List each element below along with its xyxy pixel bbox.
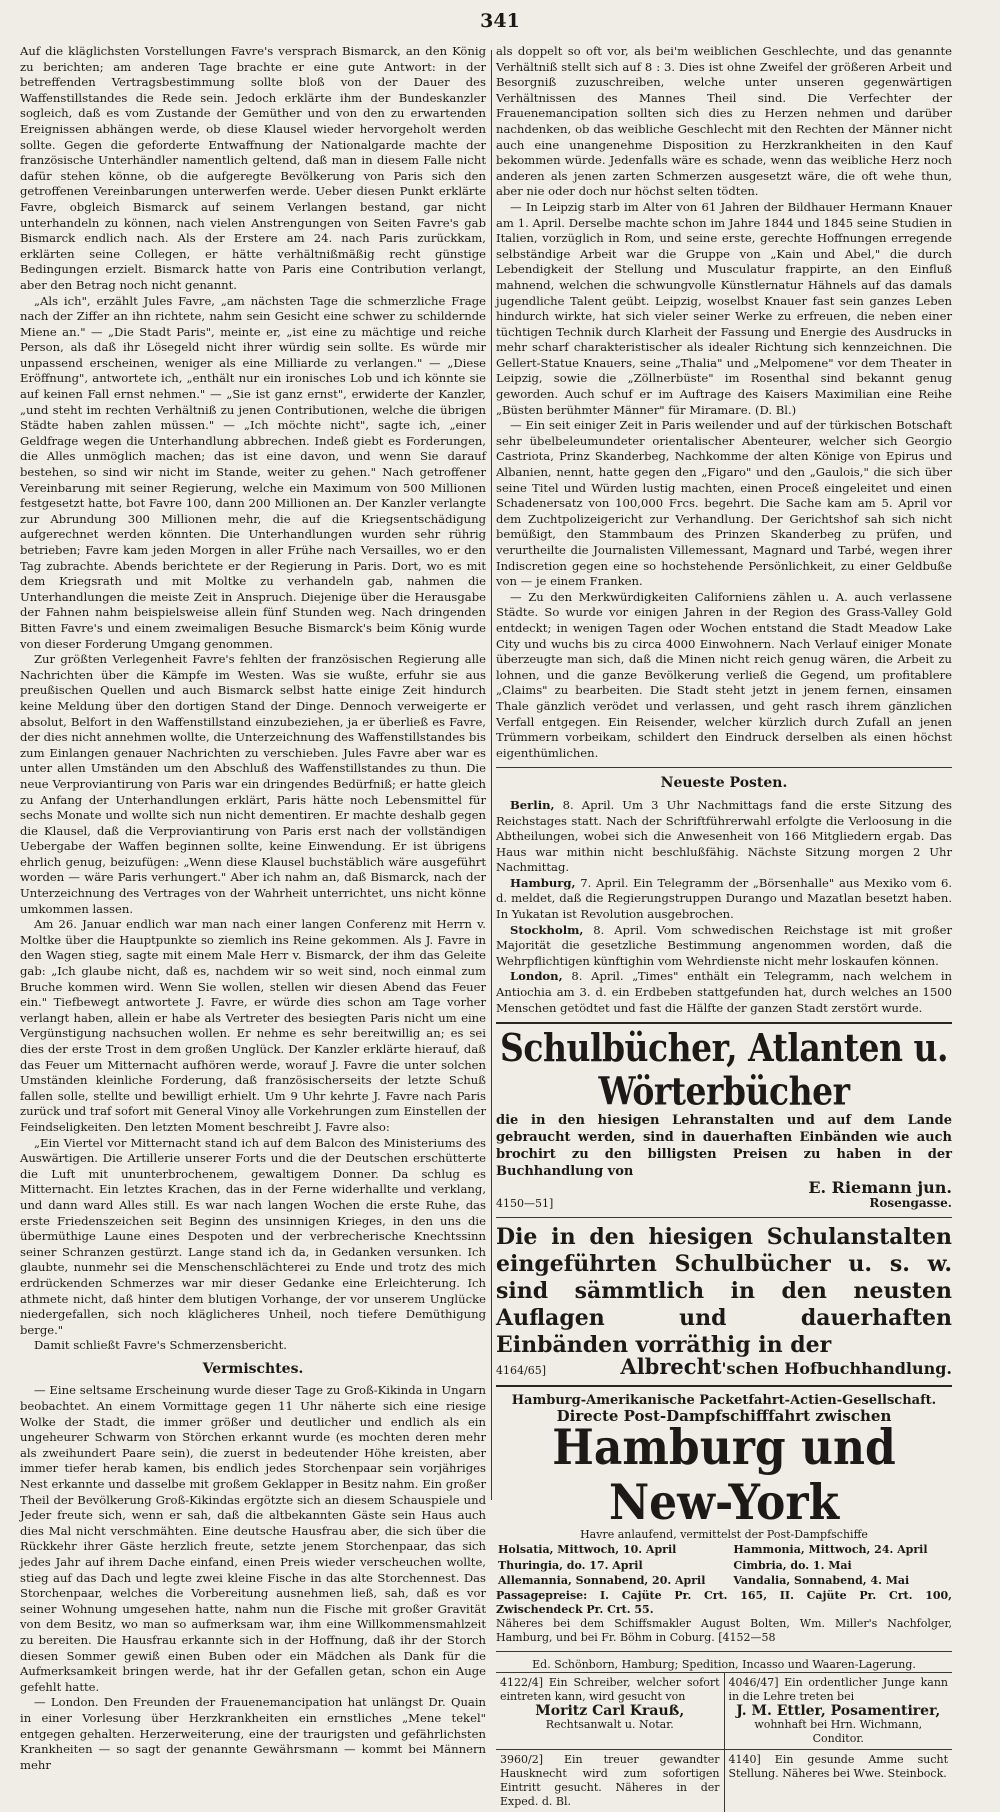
article-paragraph: — Ein seit einiger Zeit in Paris weilender und auf der türkischen Botschaft sehr übelbeleumundeter orientalischer Abenteurer, welcher sich Georgio Castriota, Prinz Skanderbeg, Nachkomme der alten Könige von Epirus und Albanien, nennt, hatte gegen den „Figaro" und den „Gaulois," die sich über seine Titel und Würden lustig machten, einen Proceß eingeleitet und einen Schadenersatz von 100,000 Frcs. begehrt. Die Sache kam am 5. April vor dem Zuchtpolizeigericht zur Verhandlung. Der Gerichtshof sah sich nicht bemüßigt, den Stammbaum des Prinzen Skanderbeg zu prüfen, und verurtheilte die Journalisten Villemessant, Magnard und Tarbé, wegen ihrer Indiscretion gegen eine so hochstehende Persönlichkeit, zu einer Geldbuße von — je einem Franken.	[496, 418, 952, 589]
misc-paragraph: — Eine seltsame Erscheinung wurde dieser Tage zu Groß-Kikinda in Ungarn beobachtet. An einem Vormittage gegen 11 Uhr näherte sich eine riesige Wolke der Stadt, die immer größer und deutlicher und endlich als ein ungeheurer Schwarm von Störchen erkannt wurde (es mochten deren mehr als zweihundert Paare sein), die zuerst in bedeutender Höhe kreisten, aber immer tiefer herab kamen, bis endlich jedes Storchenpaar sein vorjähriges Nest erkannte und dasselbe mit großem Geklapper in Besitz nahm. Ein großer Theil der Bevölkerung Groß-Kikindas ergötzte sich an diesem Schauspiele und Jeder freute sich, wenn er sah, daß die altbekannten Gäste sein Haus auch dies Mal nicht verschmähten. Eine deutsche Hausfrau aber, die sich über die Rückkehr ihrer Gäste herzlich freute, setzte jenem Storchenpaar, das sich jedes Jahr auf ihrem Dache einfand, einen Preis wieder verscheuchen wollte, stieg auf das Dach und legte zwei kleine Fische in das alte Storchennest. Das Storchenpaar, welches die Vorbereitung ausnehmen ließ, sah, daß es vor seiner Wohnung umgesehen hatte, nahm nun die Fische mit großer Gravität von dem Besitz, wo man so aufmerksam war, ihm eine Willkommensmahlzeit zu bereiten. Die Hausfrau erkannte sich in der Hoffnung, daß ihr der Storch diesen Sommer gewiß einen Buben oder ein Mädchen als Dank für die Aufmerksamkeit bringen werde, hat ihr der Gefallen getan, schon ein Auge gefehlt hatte.	[20, 1383, 486, 1694]
ad-signature: Albrecht	[620, 1354, 722, 1380]
ad-title: Schulbücher, Atlanten u. Wörterbücher	[500, 1025, 948, 1114]
classified-ad	[724, 1750, 953, 1812]
ad-code: 4046/47]	[728, 1675, 779, 1689]
article-paragraph: „Als ich", erzählt Jules Favre, „am nächsten Tage die schmerzliche Frage nach der Ziffer an ihn richtete, nahm sein Gesicht eine schwer zu schildernde Miene an." — „Die Stadt Paris", meinte er, „ist eine zu mächtige und reiche Person, als daß ihr Lösegeld nicht ihrer würdig sein sollte. Es würde mir unpassend erscheinen, weniger als eine Milliarde zu verlangen." — „Diese Eröffnung", antwortete ich, „enthält nur ein ironisches Lob und ich könnte sie auf keinen Fall ernst nehmen." — „Sie ist ganz ernst", erwiderte der Kanzler, „und steht im rechten Verhältniß zu jenen Contributionen, welche die übrigen Städte haben zahlen müssen." — „Ich möchte nicht", sagte ich, „einer Geldfrage wegen die Unterhandlung abbrechen. Indeß giebt es Forderungen, die Alles unmöglich machen; das ist eine davon, und wenn Sie darauf bestehen, so sind wir nicht im Stande, weiter zu gehen." Nach getroffener Vereinbarung mit seiner Regierung, welche ein Maximum von 500 Millionen festgesetzt hatte, bot Favre 100, dann 200 Millionen an. Der Kanzler verlangte zur Abrundung 300 Millionen mehr, die auf die Kriegsentschädigung aufgerechnet werden könnten. Die Unterhandlungen wurden sehr rührig betrieben; Favre kam jeden Morgen in aller Frühe nach Versailles, wo er den Tag zubrachte. Abends berichtete er der Regierung in Paris. Dort, wo es mit dem Kriegsrath und mit Moltke zu verhandeln gab, nahmen die Unterhandlungen die meiste Zeit in Anspruch. Diejenige über die Herausgabe der Fahnen nahm beispielsweise allein fünf Stunden weg. Nach dringenden Bitten Favre's und einem zweimaligen Besuche Bismarck's beim König wurde von dieser Forderung Umgang genommen.	[20, 293, 486, 651]
classified-ad	[724, 1673, 953, 1749]
section-heading-neueste-posten: Neueste Posten.	[660, 775, 788, 792]
ship-row: Thuringia, do. 17. April	[498, 1558, 643, 1572]
article-paragraph: — Zu den Merkwürdigkeiten Californiens zählen u. A. auch verlassene Städte. So wurde vor einigen Jahren in der Region des Grass-Valley Gold entdeckt; in wenigen Tagen oder Wochen entstand die Stadt Meadow Lake City und wuchs bis zu circa 4000 Einwohnern. Nach Verlauf einiger Monate überzeugte man sich, daß die Minen nicht reich genug wären, die Arbeit zu lohnen, und die ganze Bevölkerung verließ die Gegend, um profitablere „Claims" zu bearbeiten. Die Stadt steht jetzt in jenem fernen, einsamen Thale gänzlich verödet und verlassen, und geht rasch ihrem gänzlichen Verfall entgegen. Ein Reisender, welcher kürzlich durch Zufall an jenen Trümmern vorbeikam, schildert den Eindruck derselben als einen höchst eigenthümlichen.	[496, 589, 952, 760]
ad-schoenborn: Ed. Schönborn, Hamburg; Spedition, Incasso und Waaren-Lagerung.	[532, 1657, 916, 1671]
ship-schedule	[496, 1542, 952, 1589]
ad-agent	[496, 1617, 952, 1645]
news-city: Hamburg,	[510, 875, 576, 890]
page-number: 341	[480, 10, 520, 32]
ad-body: Die in den hiesigen Schulanstalten eingeführten Schulbücher u. s. w. sind sämmtlich in den neusten Auflagen und dauerhaften Einbänden vorräthig in der	[496, 1224, 952, 1359]
ship-row: Allemannia, Sonnabend, 20. April	[498, 1574, 706, 1588]
ad-hamburg-america	[496, 1393, 952, 1645]
news-text: 7. April. Ein Telegramm der „Börsenhalle" aus Mexiko vom 6. d. meldet, daß die Regierungstruppen Durango und Mazatlan besetzt haben. In Yukatan ist Revolution ausgebrochen.	[496, 875, 952, 922]
ad-code: 4140]	[728, 1752, 761, 1766]
ad-signature: E. Riemann jun.	[808, 1178, 952, 1198]
ad-text: Ein ordentlicher Junge kann in die Lehre treten bei	[728, 1675, 948, 1703]
ship-row: Cimbria, do. 1. Mai	[733, 1558, 852, 1572]
article-paragraph: Damit schließt Favre's Schmerzensbericht.	[34, 1338, 287, 1353]
ad-text: Ein treuer gewandter Hausknecht wird zum sofortigen Eintritt gesucht. Näheres in der Exped. d. Bl.	[500, 1752, 720, 1808]
divider	[496, 1651, 952, 1652]
ship-row: Holsatia, Mittwoch, 10. April	[498, 1543, 677, 1557]
ad-sub: Rechtsanwalt u. Notar.	[545, 1717, 674, 1731]
news-city: Stockholm,	[510, 922, 584, 937]
article-paragraph: „Ein Viertel vor Mitternacht stand ich auf dem Balcon des Ministeriums des Auswärtigen. Die Artillerie unserer Forts und die der Deutschen erschütterte die Luft mit ununterbrochenem, gewaltigem Donner. Da schlug es Mitternacht. Ein letztes Krachen, das in der Ferne widerhallte und verklang, und dann ward Alles still. Es war nach langen Wochen die erste Ruhe, das erste Friedenszeichen seit Beginn des unsinnigen Krieges, in den uns die übermüthige Laune eines Despoten und der verbrecherische Knechtssinn seiner Schranzen gestürzt. Lange stand ich da, in Gedanken versunken. Ich glaubte, nunmehr sei die Menschenschlächterei zu Ende und trotz des mich erdrückenden Schmerzes war mir dieser Gedanke eine Erleichterung. Ich athmete nicht, daß hinter dem blutigen Vorhange, der vor unserem Unglücke niedergefallen, sich noch kläglicheres Unheil, noch tiefere Demüthigung berge."	[20, 1135, 486, 1337]
classified-ad	[496, 1750, 724, 1812]
classified-row	[496, 1749, 952, 1812]
ad-code: 4122/4]	[500, 1675, 543, 1689]
ship-row: Hammonia, Mittwoch, 24. April	[733, 1543, 928, 1557]
news-item	[496, 969, 952, 1016]
news-city: Berlin,	[510, 797, 555, 812]
ad-company: Hamburg-Amerikanische Packetfahrt-Actien-Gesellschaft.	[511, 1393, 937, 1408]
news-item	[496, 876, 952, 923]
ad-code: 4164/65]	[496, 1364, 546, 1378]
news-city: London,	[510, 969, 563, 984]
divider	[496, 1385, 952, 1387]
ad-schulbuecher	[496, 1025, 952, 1211]
divider	[496, 767, 952, 768]
section-heading-vermischtes: Vermischtes.	[202, 1360, 304, 1377]
ad-body: die in den hiesigen Lehranstalten und auf dem Lande gebraucht werden, sind in dauerhaften Einbänden wie auch brochirt zu den billigsten Preisen zu haben in der Buchhandlung von	[496, 1113, 952, 1180]
news-item	[496, 923, 952, 970]
article-paragraph: als doppelt so oft vor, als bei'm weiblichen Geschlechte, und das genannte Verhältniß stellt sich auf 8 : 3. Dies ist ohne Zweifel der größeren Arbeit und Besorgniß zuzuschreiben, welche unter unseren gegenwärtigen Verhältnissen des Mannes Theil sind. Die Verfechter der Frauenemancipation sollten sich dies zu Herzen nehmen und darüber nachdenken, ob das weibliche Geschlecht mit den Rechten der Männer nicht auch eine unangenehme Disposition zu Herzkrankheiten in den Kauf bekommen würde. Jedenfalls wäre es schade, wenn das weibliche Herz noch anderen als jenen zarten Schmerzen ausgesetzt wäre, die oft wehe thun, aber nie oder doch nur höchst selten tödten.	[496, 44, 952, 199]
ad-sub: wohnhaft bei Hrn. Wichmann, Conditor.	[754, 1717, 923, 1745]
ad-code: 3960/2]	[500, 1752, 543, 1766]
column-divider	[491, 50, 492, 1500]
ad-agent-text: Näheres bei dem Schiffsmakler August Bolten, Wm. Miller's Nachfolger, Hamburg, und bei Fr. Böhm in Coburg.	[496, 1616, 952, 1644]
ad-signature-suffix: 'schen Hofbuchhandlung.	[721, 1359, 952, 1379]
ad-subtitle: Directe Post-Dampfschifffahrt zwischen	[556, 1406, 892, 1425]
ad-passage: Passagepreise: I. Cajüte Pr. Crt. 165, II. Cajüte Pr. Crt. 100, Zwischendeck Pr. Crt. 55.	[496, 1588, 952, 1616]
divider	[496, 1217, 952, 1218]
ship-row: Vandalia, Sonnabend, 4. Mai	[733, 1574, 910, 1588]
ad-text: Ein gesunde Amme sucht Stellung. Näheres bei Wwe. Steinbock.	[728, 1752, 949, 1780]
ad-text: Ein Schreiber, welcher sofort eintreten kann, wird gesucht von	[500, 1675, 720, 1703]
ad-code: 4150—51]	[496, 1196, 554, 1210]
ad-street: Rosengasse.	[869, 1195, 952, 1210]
news-text: 8. April. Vom schwedischen Reichstage ist mit großer Majorität die gesetzliche Bestimmung angenommen worden, daß die Wehrpflichtigen künftighin vom Wehrdienste nicht mehr loskaufen können.	[496, 922, 952, 968]
right-column	[496, 44, 952, 1812]
ad-code: [4152—58	[718, 1630, 776, 1644]
article-paragraph: Auf die kläglichsten Vorstellungen Favre's versprach Bismarck, an den König zu berichten; am anderen Tage brachte er eine gute Antwort: in der betreffenden Vertragsbestimmung sollte bloß von der Dauer des Waffenstillstandes die Rede sein. Jedoch erklärte ihm der Bundeskanzler sogleich, daß es vom Zustande der Gemüther und von den zu erwartenden Ereignissen abhängen werde, ob diese Klausel wieder hervorgeholt werden sollte. Gegen die geforderte Entwaffnung der Nationalgarde machte der französische Unterhändler namentlich geltend, daß man in diesem Falle nicht dafür stehen könne, ob die aufgeregte Bevölkerung von Paris sich den getroffenen Vereinbarungen unterwerfen werde. Ueber diesen Punkt erklärte Favre, obgleich Bismarck auf seinem Verlangen bestand, gar nicht unterhandeln zu können, nach vielen Anstrengungen von Seiten Favre's gab Bismarck endlich nach. Als der Erstere am 24. nach Paris zurückkam, erklärten seine Collegen, er hätte verhältnißmäßig recht günstige Bedingungen erzielt. Bismarck hatte von Paris eine Contribution verlangt, aber den Betrag noch nicht genannt.	[20, 44, 486, 292]
left-column	[20, 44, 486, 1773]
ad-albrecht	[496, 1224, 952, 1379]
article-paragraph: Am 26. Januar endlich war man nach einer langen Conferenz mit Herrn v. Moltke über die Hauptpunkte so ziemlich ins Reine gekommen. Als J. Favre in den Wagen stieg, sagte mit einem Male Herr v. Bismarck, der ihm das Geleite gab: „Ich glaube nicht, daß es, nachdem wir so weit sind, noch einmal zum Bruche kommen wird. Wenn Sie wollen, stellen wir diesen Abend das Feuer ein." Tiefbewegt antwortete J. Favre, er würde dies schon am Tage vorher verlangt haben, allein er habe als Vertreter des besiegten Paris nicht um eine Vergünstigung nachsuchen wollen. Er nehme es sehr bereitwillig an; es sei dies der erste Trost in dem großen Unglück. Der Kanzler erklärte hierauf, daß das Feuer um Mitternacht aufhören werde, worauf J. Favre die unter solchen Umständen kleinliche Forderung, daß französischerseits der letzte Schuß fallen solle, stellte und bewilligt erhielt. Um 9 Uhr kehrte J. Favre nach Paris zurück und traf sofort mit General Vinoy alle Vorkehrungen zum Einstellen der Feindseligkeiten. Den letzten Moment beschreibt J. Favre also:	[20, 917, 486, 1134]
news-text: 8. April. Um 3 Uhr Nachmittags fand die erste Sitzung des Reichstages statt. Nach der Schriftführerwahl erfolgte die Verloosung in die Abtheilungen, wobei sich die Anwesenheit von 166 Mitgliedern ergab. Das Haus war mithin nicht beschlußfähig. Nächste Sitzung morgen 2 Uhr Nachmittag.	[496, 797, 953, 875]
ad-route: Hamburg und New-York	[552, 1420, 896, 1532]
classified-row	[496, 1672, 952, 1749]
ad-name: J. M. Ettler, Posamentirer,	[736, 1702, 941, 1719]
divider	[496, 1022, 952, 1024]
classified-ad	[496, 1673, 724, 1749]
article-paragraph: — In Leipzig starb im Alter von 61 Jahren der Bildhauer Hermann Knauer am 1. April. Derselbe machte schon im Jahre 1844 und 1845 seine Studien in Italien, vorzüglich in Rom, und seine erste, gerechte Hoffnungen erregende selbständige Arbeit war die Gruppe von „Kain und Abel," die durch Lebendigkeit der Stellung und Musculatur frappirte, an den Einfluß mahnend, welchen die schwungvolle Künstlernatur Hähnels auf das damals jugendliche Talent geübt. Leipzig, woselbst Knauer fast sein ganzes Leben hindurch wirkte, hat sich vieler seiner Werke zu erfreuen, die neben einer tüchtigen Technik durch Klarheit der Fassung und Energie des Ausdrucks in mehr scharf charakteristischer als idealer Richtung sich kennzeichnen. Die Gellert-Statue Knauers, seine „Thalia" und „Melpomene" vor dem Theater in Leipzig, sowie die „Zöllnerbüste" im Rosenthal sind bekannt genug geworden. Auch schuf er im Auftrage des Kaisers Maximilian eine Reihe „Büsten berühmter Männer" für Miramare. (D. Bl.)	[496, 199, 952, 417]
news-text: 8. April. „Times" enthält ein Telegramm, nach welchem in Antiochia am 3. d. ein Erdbeben stattgefunden hat, durch welches an 1500 Menschen getödtet und fast die Hälfte der ganzen Stadt zerstört wurde.	[496, 969, 952, 1015]
misc-paragraph: — London. Den Freunden der Frauenemancipation hat unlängst Dr. Quain in einer Vorlesung über Herzkrankheiten ein ernstliches „Mene tekel" entgegen gehalten. Herzerweiterung, eine der traurigsten und gefährlichsten Krankheiten — so sagt der genannte Gewährsmann — kommt bei Männern mehr	[20, 1695, 486, 1772]
news-item	[496, 798, 952, 876]
article-paragraph: Zur größten Verlegenheit Favre's fehlten der französischen Regierung alle Nachrichten über die Kämpfe im Westen. Was sie wußte, erfuhr sie aus preußischen Quellen und auch Bismarck selbst hatte einige Zeit hindurch keine Meldung über den dortigen Stand der Dinge. Dennoch verweigerte er absolut, Belfort in den Waffenstillstand einzubeziehen, ja er überließ es Favre, der dies nicht annehmen wollte, die Unterzeichnung des Waffenstillstandes bis zum Einlangen genauer Nachrichten zu verschieben. Jules Favre aber war es unter allen Umständen um den Abschluß des Waffenstillstandes zu thun. Die neue Verproviantirung von Paris war ein dringendes Bedürfniß; er hatte gleich zu Anfang der Unterhandlungen erklärt, Paris hätte noch Lebensmittel für sechs Monate und wollte sich nun nicht dementiren. Er machte deshalb gegen die Klausel, daß die Verproviantirung von Paris erst nach der vollständigen Uebergabe der Waffen beginnen sollte, keine Einwendung. Er ist übrigens ehrlich genug, beizufügen: „Wenn diese Klausel buchstäblich wäre ausgeführt worden — wäre Paris verhungert." Aber ich nahm an, daß Bismarck, nach der Unterzeichnung des Vertrages von der Wahrheit unterrichtet, uns nicht könne umkommen lassen.	[20, 652, 486, 916]
ad-via: Havre anlaufend, vermittelst der Post-Dampfschiffe	[580, 1528, 868, 1542]
ad-name: Moritz Carl Krauß,	[535, 1702, 685, 1719]
